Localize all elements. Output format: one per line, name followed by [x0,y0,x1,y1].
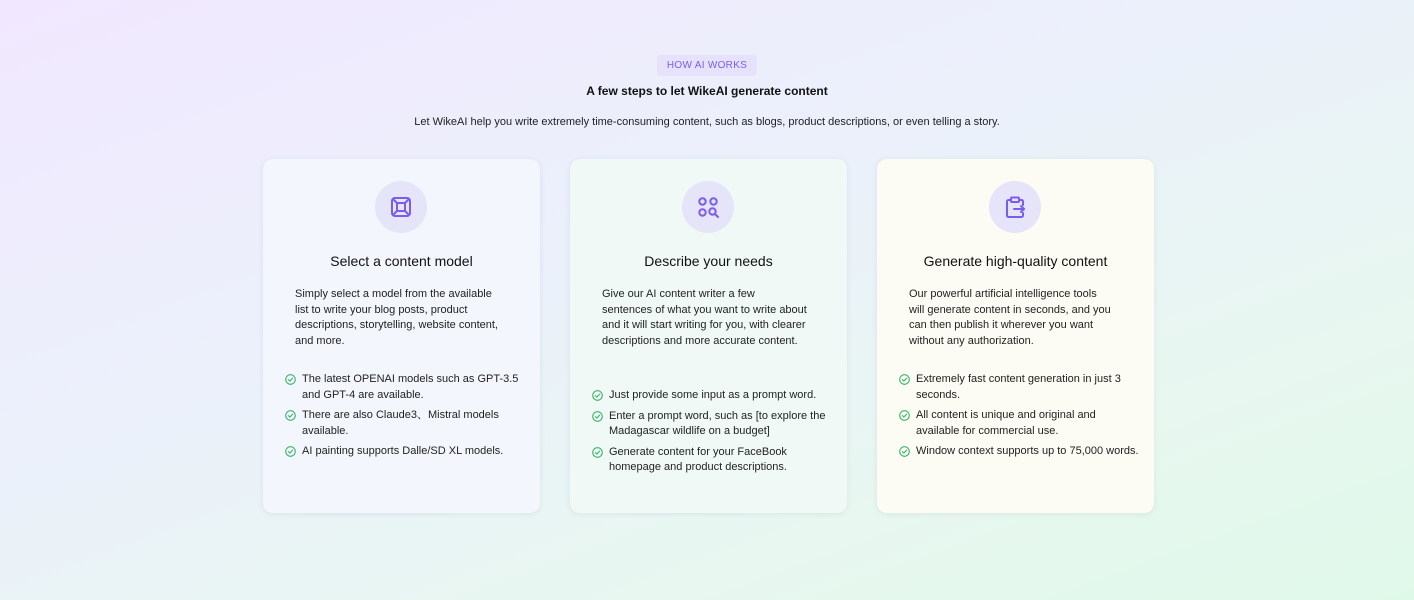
section-subtitle: Let WikeAI help you write extremely time-consuming content, such as blogs, product descriptions, or even telling a story. [414,116,1000,128]
check-circle-icon [899,374,910,385]
check-circle-icon [285,374,296,385]
check-circle-icon [592,447,603,458]
section-eyebrow-badge: HOW AI WORKS [657,55,757,76]
feature-list [592,388,832,481]
feature-text: Just provide some input as a prompt word. [609,389,817,401]
feature-item [592,409,832,440]
section-title: A few steps to let WikeAI generate content [586,84,828,98]
card-title: Generate high-quality content [923,253,1108,269]
feature-item [592,388,832,404]
card-title: Describe your needs [644,253,773,269]
check-circle-icon [592,411,603,422]
feature-item [899,444,1139,460]
feature-list [899,372,1139,465]
card-description: Simply select a model from the available list to write your blog posts, product descriptions, storytelling, website content, and more. [295,288,498,347]
feature-text: There are also Claude3、Mistral models available. [302,409,499,437]
card-description: Give our AI content writer a few sentences of what you want to write about and it will start writing for you, with clearer descriptions and more accurate content. [602,288,807,347]
check-circle-icon [899,446,910,457]
feature-item [899,372,1139,403]
card-title: Select a content model [330,253,473,269]
feature-text: Enter a prompt word, such as [to explore the Madagascar wildlife on a budget] [609,409,826,437]
feature-text: All content is unique and original and available for commercial use. [916,409,1096,437]
feature-item [285,408,525,439]
feature-text: The latest OPENAI models such as GPT-3.5 and GPT-4 are available. [302,373,519,401]
feature-item [285,444,525,460]
apps-search-icon [682,181,734,233]
step-card-describe-needs [570,159,847,513]
step-card-select-model [263,159,540,513]
feature-text: AI painting supports Dalle/SD XL models. [302,445,504,457]
check-circle-icon [899,410,910,421]
feature-text: Generate content for your FaceBook homepage and product descriptions. [609,445,787,473]
check-circle-icon [592,390,603,401]
check-circle-icon [285,446,296,457]
feature-text: Extremely fast content generation in just 3 seconds. [916,373,1121,401]
feature-item [899,408,1139,439]
feature-item [592,445,832,476]
step-card-generate-content [877,159,1154,513]
feature-item [285,372,525,403]
model-frame-icon [375,181,427,233]
clipboard-export-icon [989,181,1041,233]
steps-cards [263,159,1154,513]
check-circle-icon [285,410,296,421]
card-description: Our powerful artificial intelligence tools will generate content in seconds, and you can then publish it wherever you want without any authorization. [909,288,1111,347]
feature-list [285,372,525,465]
feature-text: Window context supports up to 75,000 words. [916,445,1139,457]
